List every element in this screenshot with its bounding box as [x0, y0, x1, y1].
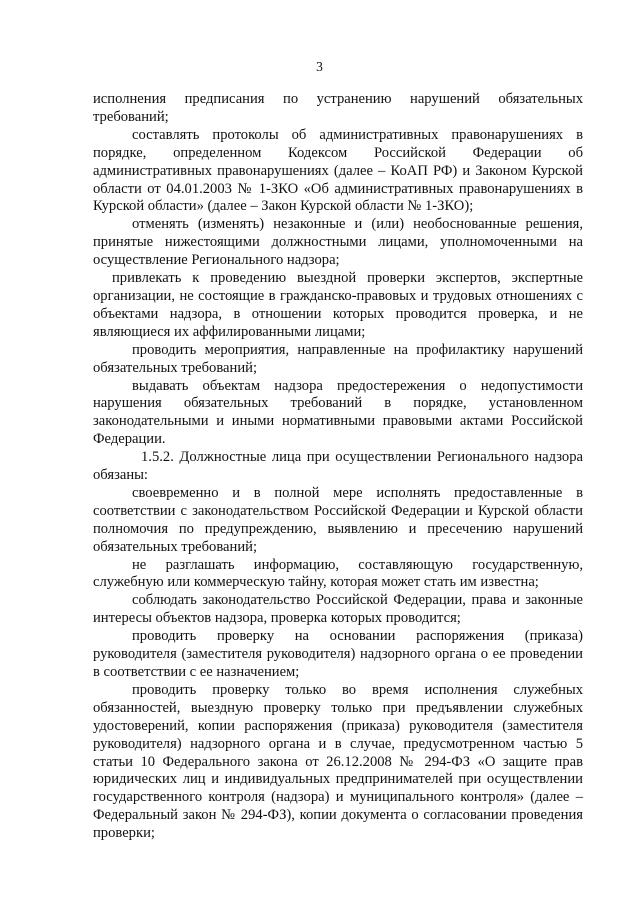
paragraph-exercise-powers: своевременно и в полной мере исполнять предоставленные в соответствии с законодательством Российской Федерации и Курской области полномочия по предупреждению, выявлению и пресечению нарушений обязательных требований; [93, 484, 583, 555]
paragraph-inspection-basis: проводить проверку на основании распоряжения (приказа) руководителя (заместителя руководителя) надзорного органа о ее проведении в соответствии с ее назначением; [93, 628, 583, 680]
paragraph-non-disclosure: не разглашать информацию, составляющую государственную, служебную или коммерческую тайну, которая может стать им известна; [93, 556, 583, 591]
paragraph-prevention-measures: проводить мероприятия, направленные на профилактику нарушений обязательных требований; [93, 341, 583, 376]
paragraph-inspection-conditions: проводить проверку только во время исполнения служебных обязанностей, выездную проверку только при предъявлении служебных удостоверений, копии распоряжения (приказа) руководителя (заместителя руководителя) надзорного органа и в случае, предусмотренном частью 5 статьи 10 Федерального закона от 26.12.2008 № 294-ФЗ «О защите прав юридических лиц и индивидуальных предпринимателей при осуществлении государственного контроля (надзора) и муниципального контроля» (далее – Федеральный закон № 294-ФЗ), копии документа о согласовании проведения проверки; [93, 681, 583, 842]
paragraph-observe-legislation: соблюдать законодательство Российской Федерации, права и законные интересы объектов надзора, проверка которых проводится; [93, 592, 583, 627]
section-heading-1-5-2: 1.5.2. Должностные лица при осуществлении Регионального надзора обязаны: [93, 449, 583, 484]
paragraph-draw-up-protocols: составлять протоколы об административных правонарушениях в порядке, определенном Кодексом Российской Федерации об административных правонарушениях (далее – КоАП РФ) и Законом Курской области от 04.01.2003 № 1-ЗКО «Об административных правонарушениях в Курской области» (далее – Закон Курской области № 1-ЗКО); [93, 126, 583, 215]
paragraph-issue-warnings: выдавать объектам надзора предостережения о недопустимости нарушения обязательных требований в порядке, установленном законодательными и иными нормативными правовыми актами Российской Федерации. [93, 377, 583, 448]
paragraph-continuation: исполнения предписания по устранению нарушений обязательных требований; [93, 91, 583, 125]
paragraph-cancel-decisions: отменять (изменять) незаконные и (или) необоснованные решения, принятые нижестоящими должностными лицами, уполномоченными на осуществление Регионального надзора; [93, 216, 583, 269]
page-number: 3 [316, 59, 323, 74]
document-body [93, 91, 583, 843]
paragraph-engage-experts: привлекать к проведению выездной проверки экспертов, экспертные организации, не состоящие в гражданско-правовых и трудовых отношениях с объектами надзора, в отношении которых проводится проверка, и не являющиеся их аффилированными лицами; [93, 270, 583, 340]
